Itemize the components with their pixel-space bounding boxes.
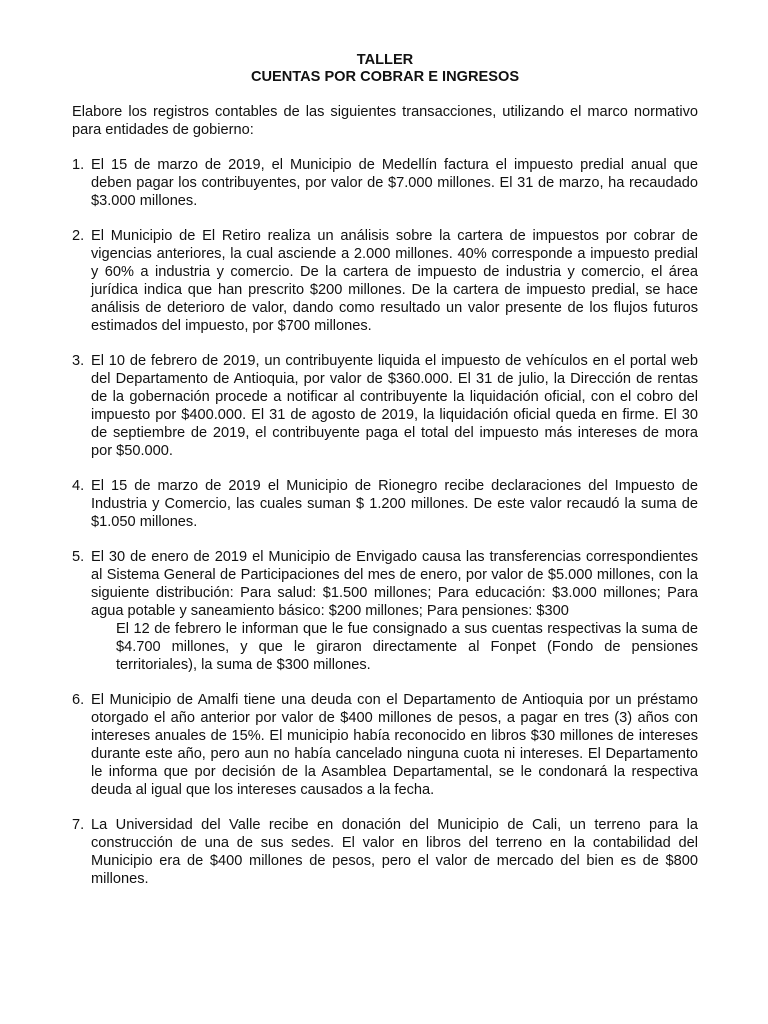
item-text: El 15 de marzo de 2019, el Municipio de Medellín factura el impuesto predial anual que deben pagar los contribuyentes, por valor de $7.000 millones. El 31 de marzo, ha recaudado $3.000 millones. <box>91 157 698 209</box>
item-number: 3. <box>72 353 85 369</box>
intro-paragraph: Elabore los registros contables de las siguientes transacciones, utilizando el marco normativo para entidades de gobierno: <box>72 104 698 138</box>
item-number: 5. <box>72 549 85 565</box>
list-item <box>72 548 698 674</box>
list-item <box>72 477 698 531</box>
item-number: 6. <box>72 692 85 708</box>
list-item <box>72 691 698 799</box>
item-text: El 15 de marzo de 2019 el Municipio de Rionegro recibe declaraciones del Impuesto de Industria y Comercio, las cuales suman $ 1.200 millones. De este valor recaudó la suma de $1.050 millones. <box>91 478 698 530</box>
list-item <box>72 156 698 210</box>
list-item <box>72 352 698 460</box>
list-item <box>72 227 698 335</box>
item-number: 4. <box>72 478 85 494</box>
item-number: 7. <box>72 817 85 833</box>
item-subtext: El 12 de febrero le informan que le fue consignado a sus cuentas respectivas la suma de $4.700 millones, y que le giraron directamente al Fonpet (Fondo de pensiones territoriales), la suma de $300 millones. <box>116 621 698 673</box>
title-line-1: TALLER <box>356 52 414 68</box>
title-line-2: CUENTAS POR COBRAR E INGRESOS <box>250 69 520 85</box>
item-text: El 10 de febrero de 2019, un contribuyente liquida el impuesto de vehículos en el portal web del Departamento de Antioquia, por valor de $360.000. El 31 de julio, la Dirección de rentas de la gobernación procede a notificar al contribuyente la liquidación oficial, con el cobro del impuesto por $400.000. El 31 de agosto de 2019, la liquidación oficial queda en firme. El 30 de septiembre de 2019, el contribuyente paga el total del impuesto más intereses de mora por $50.000. <box>91 353 698 459</box>
item-text: El Municipio de El Retiro realiza un análisis sobre la cartera de impuestos por cobrar de vigencias anteriores, la cual asciende a 2.000 millones. 40% corresponde a impuesto predial y 60% a industria y comercio. De la cartera de impuesto de industria y comercio, el área jurídica indica que han prescrito $200 millones. De la cartera de impuesto predial, se hace análisis de deterioro de valor, dando como resultado un valor presente de los flujos futuros estimados del impuesto, por $700 millones. <box>91 228 698 334</box>
document-page <box>72 52 698 905</box>
item-text: La Universidad del Valle recibe en donación del Municipio de Cali, un terreno para la construcción de una de sus sedes. El valor en libros del terreno en la contabilidad del Municipio era de $400 millones de pesos, pero el valor de mercado del bien es de $800 millones. <box>91 817 698 887</box>
item-number: 1. <box>72 157 85 173</box>
item-number: 2. <box>72 228 85 244</box>
item-text: El 30 de enero de 2019 el Municipio de Envigado causa las transferencias correspondientes al Sistema General de Participaciones del mes de enero, por valor de $5.000 millones, con la siguiente distribución: Para salud: $1.500 millones; Para educación: $3.000 millones; Para agua potable y saneamiento básico: $200 millones; Para pensiones: $300 <box>91 549 698 619</box>
item-text: El Municipio de Amalfi tiene una deuda con el Departamento de Antioquia por un préstamo otorgado el año anterior por valor de $400 millones de pesos, a pagar en tres (3) años con intereses anuales de 15%. El municipio había reconocido en libros $30 millones de intereses durante este año, pero aun no había cancelado ninguna cuota ni intereses. El Departamento le informa que por decisión de la Asamblea Departamental, se le condonará la respectiva deuda al igual que los intereses causados a la fecha. <box>91 692 698 798</box>
exercise-list <box>72 156 698 888</box>
list-item <box>72 816 698 888</box>
